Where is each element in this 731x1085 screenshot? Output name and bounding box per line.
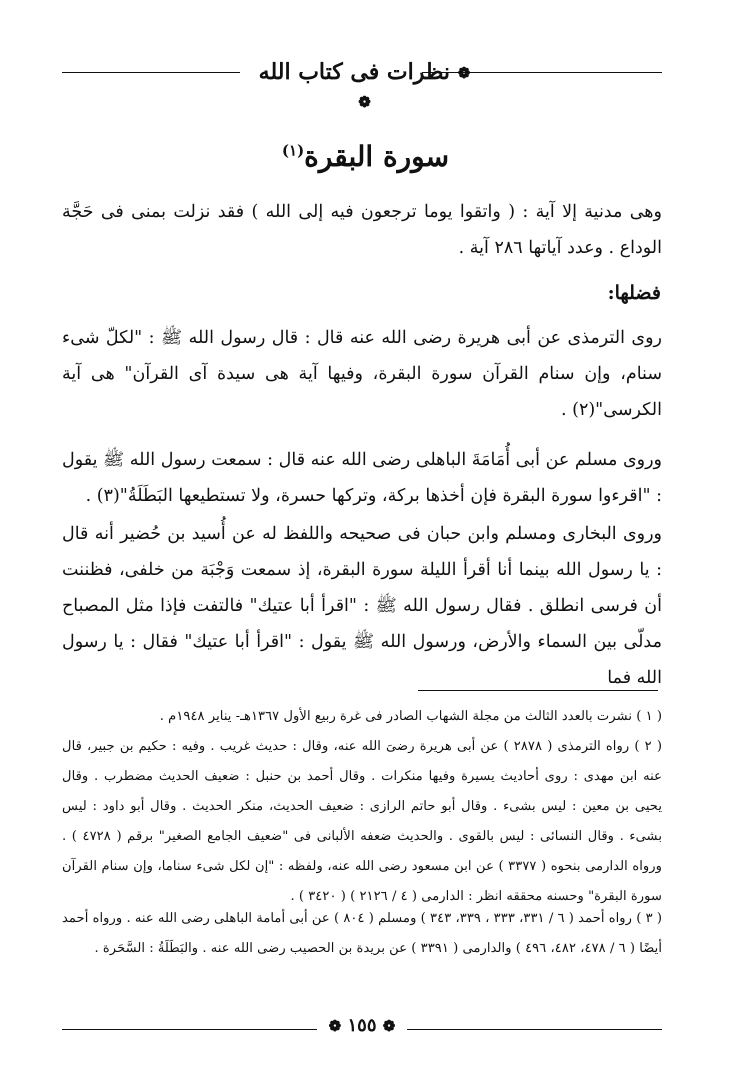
footer-rule-left — [62, 1029, 317, 1030]
intro-paragraph: وهى مدنية إلا آية : ( واتقوا يوما ترجعون فيه إلى الله ) فقد نزلت بمنى فى حَجَّة الوداع . وعدد آياتها ٢٨٦ آية . — [62, 202, 662, 258]
footer-rule-right — [407, 1029, 662, 1030]
surah-title-text: سورة البقرة — [304, 140, 450, 173]
ornament-icon: ❁ — [328, 1017, 342, 1035]
page-number-block — [324, 1015, 400, 1036]
footnote-2: ( ٢ ) رواه الترمذى ( ٢٨٧٨ ) عن أبى هريرة رضىَ الله عنه، وقال : حديث غريب . وفيه : حكيم بن جبير، قال عنه ابن مهدى : روى أحاديث يسيرة وفيها منكرات . وقال أحمد بن حنبل : ضعيف الحديث مضطرب . وقال يحيى بن معين : ليس بشىء . وقال أبو حاتم الرازى : ضعيف الحديث، منكر الحديث . وقال أبو داود : ليس بشىء . وقال النسائى : ليس بالقوى . والحديث ضعفه الألبانى فى "ضعيف الجامع الصغير" برقم ( ٤٧٢٨ ) . ورواه الدارمى بنحوه ( ٣٣٧٧ ) عن ابن مسعود رضى الله عنه، ولفظه : "إن لكل شىء سناما، وإن سنام القرآن سورة البقرة" وحسنه محققه انظر : الدارمى ( ٤ / ٢١٢٦ ) ( ٣٤٢٠ ) . — [62, 739, 662, 904]
running-header — [62, 56, 662, 111]
header-title-block — [252, 58, 477, 116]
ornament-icon: ❁ — [358, 93, 371, 111]
page-number: ١٥٥ — [347, 1015, 377, 1036]
footnote-1: ( ١ ) نشرت بالعدد الثالث من مجلة الشهاب الصادر فى غرة ربيع الأول ١٣٦٧هـ- يناير ١٩٤٨م . — [159, 709, 662, 724]
section-heading: فضلها: — [607, 282, 661, 304]
ornament-icon: ❁ — [382, 1017, 396, 1035]
header-title: نظرات فى كتاب الله — [258, 59, 451, 85]
header-rule-left — [62, 72, 240, 73]
footnote-ref-1: (١) — [281, 141, 305, 160]
surah-title — [0, 140, 731, 173]
hadith-paragraph-1: روى الترمذى عن أبى هريرة رضى الله عنه قال : قال رسول الله ﷺ : "لكلّ شىء سنام، وإن سنام القرآن سورة البقرة، وفيها آية هى سيدة آى القرآن" هى آية الكرسى"(٢) . — [62, 328, 662, 420]
page-footer — [62, 1013, 662, 1047]
footnote-3: ( ٣ ) رواه أحمد ( ٦ / ٣٣١، ٣٣٣ ، ٣٣٩، ٣٤٣ ) ومسلم ( ٨٠٤ ) عن أبى أمامة الباهلى رضى الله عنه . ورواه أحمد أيضًا ( ٦ / ٤٧٨، ٤٨٢، ٤٩٦ ) والدارمى ( ٣٣٩١ ) عن بريدة بن الحصيب رضى الله عنه . والبَطَلَةُ : السَّحَرة . — [62, 911, 663, 956]
ornament-icon: ❁ — [457, 64, 471, 82]
hadith-paragraph-3: وروى البخارى ومسلم وابن حبان فى صحيحه واللفظ له عن أُسيد بن حُضير أنه قال : يا رسول الله بينما أنا أقرأ الليلة سورة البقرة، إذ سمعت وَجْبَة من خلفى، فظننت أن فرسى انطلق . فقال رسول الله ﷺ : "اقرأ أبا عتيك" فالتفت فإذا مثل المصباح مدلّى بين السماء والأرض، ورسول الله ﷺ يقول : "اقرأ أبا عتيك" فقال : يا رسول الله فما — [62, 524, 662, 688]
footnote-separator — [418, 690, 658, 691]
hadith-paragraph-2: وروى مسلم عن أبى أُمَامَةَ الباهلى رضى الله عنه قال : سمعت رسول الله ﷺ يقول : "اقرءوا سورة البقرة فإن أخذها بركة، وتركها حسرة، ولا تستطيعها البَطَلَةُ"(٣) . — [62, 450, 662, 506]
